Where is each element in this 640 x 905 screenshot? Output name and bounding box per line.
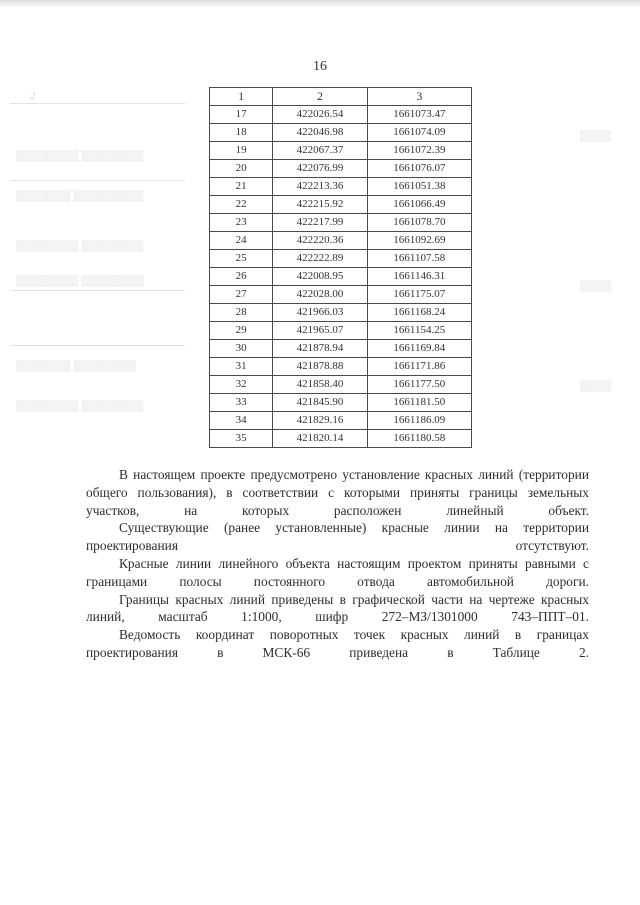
paragraph-red-lines-established: В настоящем проекте предусмотрено установление красных линий (территории общего пользования), в соответствии с которыми приняты границы земельных участков, на которых расположен линейный объект. [86, 467, 589, 518]
y-coordinate-cell: 1661078.70 [367, 214, 471, 232]
table-row [210, 304, 472, 322]
point-number-cell: 31 [210, 358, 273, 376]
point-number-cell: 33 [210, 394, 273, 412]
point-number-cell: 24 [210, 232, 273, 250]
table-row [210, 196, 472, 214]
point-number-cell: 32 [210, 376, 273, 394]
y-coordinate-cell: 1661169.84 [367, 340, 471, 358]
x-coordinate-cell: 422067.37 [273, 142, 367, 160]
point-number-cell: 30 [210, 340, 273, 358]
x-coordinate-cell: 422220.36 [273, 232, 367, 250]
point-number-cell: 23 [210, 214, 273, 232]
point-number-cell: 18 [210, 124, 273, 142]
x-coordinate-cell: 422026.54 [273, 106, 367, 124]
x-coordinate-cell: 422215.92 [273, 196, 367, 214]
y-coordinate-cell: 1661073.47 [367, 106, 471, 124]
paragraph-existing-red-lines: Существующие (ранее установленные) красные линии на территории проектирования отсутствуют. [86, 520, 589, 554]
column-header-1: 1 [210, 88, 273, 106]
y-coordinate-cell: 1661092.69 [367, 232, 471, 250]
table-row [210, 268, 472, 286]
column-header-2: 2 [273, 88, 367, 106]
x-coordinate-cell: 421966.03 [273, 304, 367, 322]
point-number-cell: 26 [210, 268, 273, 286]
paragraph-graphic-part-reference: Границы красных линий приведены в графической части на чертеже красных линий, масштаб 1:1000, шифр 272–МЗ/1301000 743–ППТ–01. [86, 591, 589, 625]
y-coordinate-cell: 1661180.58 [367, 430, 471, 448]
point-number-cell: 21 [210, 178, 273, 196]
point-number-cell: 19 [210, 142, 273, 160]
paragraph-red-lines-equal-boundaries: Красные линии линейного объекта настоящим проектом приняты равными с границами полосы постоянного отвода автомобильной дороги. [86, 555, 589, 589]
table-row [210, 160, 472, 178]
x-coordinate-cell: 422222.89 [273, 250, 367, 268]
point-number-cell: 27 [210, 286, 273, 304]
table-row [210, 214, 472, 232]
table-row [210, 124, 472, 142]
table-row [210, 322, 472, 340]
table-row [210, 412, 472, 430]
table-row [210, 106, 472, 124]
page-top-edge [0, 0, 640, 8]
table-header-row [210, 88, 472, 106]
y-coordinate-cell: 1661066.49 [367, 196, 471, 214]
x-coordinate-cell: 422046.98 [273, 124, 367, 142]
x-coordinate-cell: 421878.94 [273, 340, 367, 358]
y-coordinate-cell: 1661107.58 [367, 250, 471, 268]
y-coordinate-cell: 1661074.09 [367, 124, 471, 142]
x-coordinate-cell: 421845.90 [273, 394, 367, 412]
y-coordinate-cell: 1661186.09 [367, 412, 471, 430]
table-row [210, 250, 472, 268]
point-number-cell: 22 [210, 196, 273, 214]
x-coordinate-cell: 421820.14 [273, 430, 367, 448]
body-text [86, 466, 589, 662]
table-row [210, 142, 472, 160]
x-coordinate-cell: 422008.95 [273, 268, 367, 286]
x-coordinate-cell: 421858.40 [273, 376, 367, 394]
paragraph-coordinates-table-reference: Ведомость координат поворотных точек красных линий в границах проектирования в МСК-66 приведена в Таблице 2. [86, 627, 589, 660]
point-number-cell: 35 [210, 430, 273, 448]
point-number-cell: 28 [210, 304, 273, 322]
point-number-cell: 29 [210, 322, 273, 340]
y-coordinate-cell: 1661171.86 [367, 358, 471, 376]
y-coordinate-cell: 1661072.39 [367, 142, 471, 160]
page-number: 16 [313, 59, 327, 74]
y-coordinate-cell: 1661051.38 [367, 178, 471, 196]
x-coordinate-cell: 422076.99 [273, 160, 367, 178]
table-row [210, 232, 472, 250]
y-coordinate-cell: 1661181.50 [367, 394, 471, 412]
column-header-3: 3 [367, 88, 471, 106]
table-row [210, 340, 472, 358]
y-coordinate-cell: 1661076.07 [367, 160, 471, 178]
x-coordinate-cell: 421829.16 [273, 412, 367, 430]
table-row [210, 286, 472, 304]
table-row [210, 178, 472, 196]
table-row [210, 394, 472, 412]
y-coordinate-cell: 1661168.24 [367, 304, 471, 322]
y-coordinate-cell: 1661175.07 [367, 286, 471, 304]
point-number-cell: 17 [210, 106, 273, 124]
point-number-cell: 25 [210, 250, 273, 268]
x-coordinate-cell: 422213.36 [273, 178, 367, 196]
table-row [210, 358, 472, 376]
x-coordinate-cell: 421965.07 [273, 322, 367, 340]
x-coordinate-cell: 422217.99 [273, 214, 367, 232]
y-coordinate-cell: 1661177.50 [367, 376, 471, 394]
point-number-cell: 34 [210, 412, 273, 430]
x-coordinate-cell: 422028.00 [273, 286, 367, 304]
point-number-cell: 20 [210, 160, 273, 178]
table-body [210, 106, 472, 448]
coordinates-table [209, 87, 472, 448]
table-row [210, 376, 472, 394]
x-coordinate-cell: 421878.88 [273, 358, 367, 376]
y-coordinate-cell: 1661146.31 [367, 268, 471, 286]
y-coordinate-cell: 1661154.25 [367, 322, 471, 340]
table-row [210, 430, 472, 448]
